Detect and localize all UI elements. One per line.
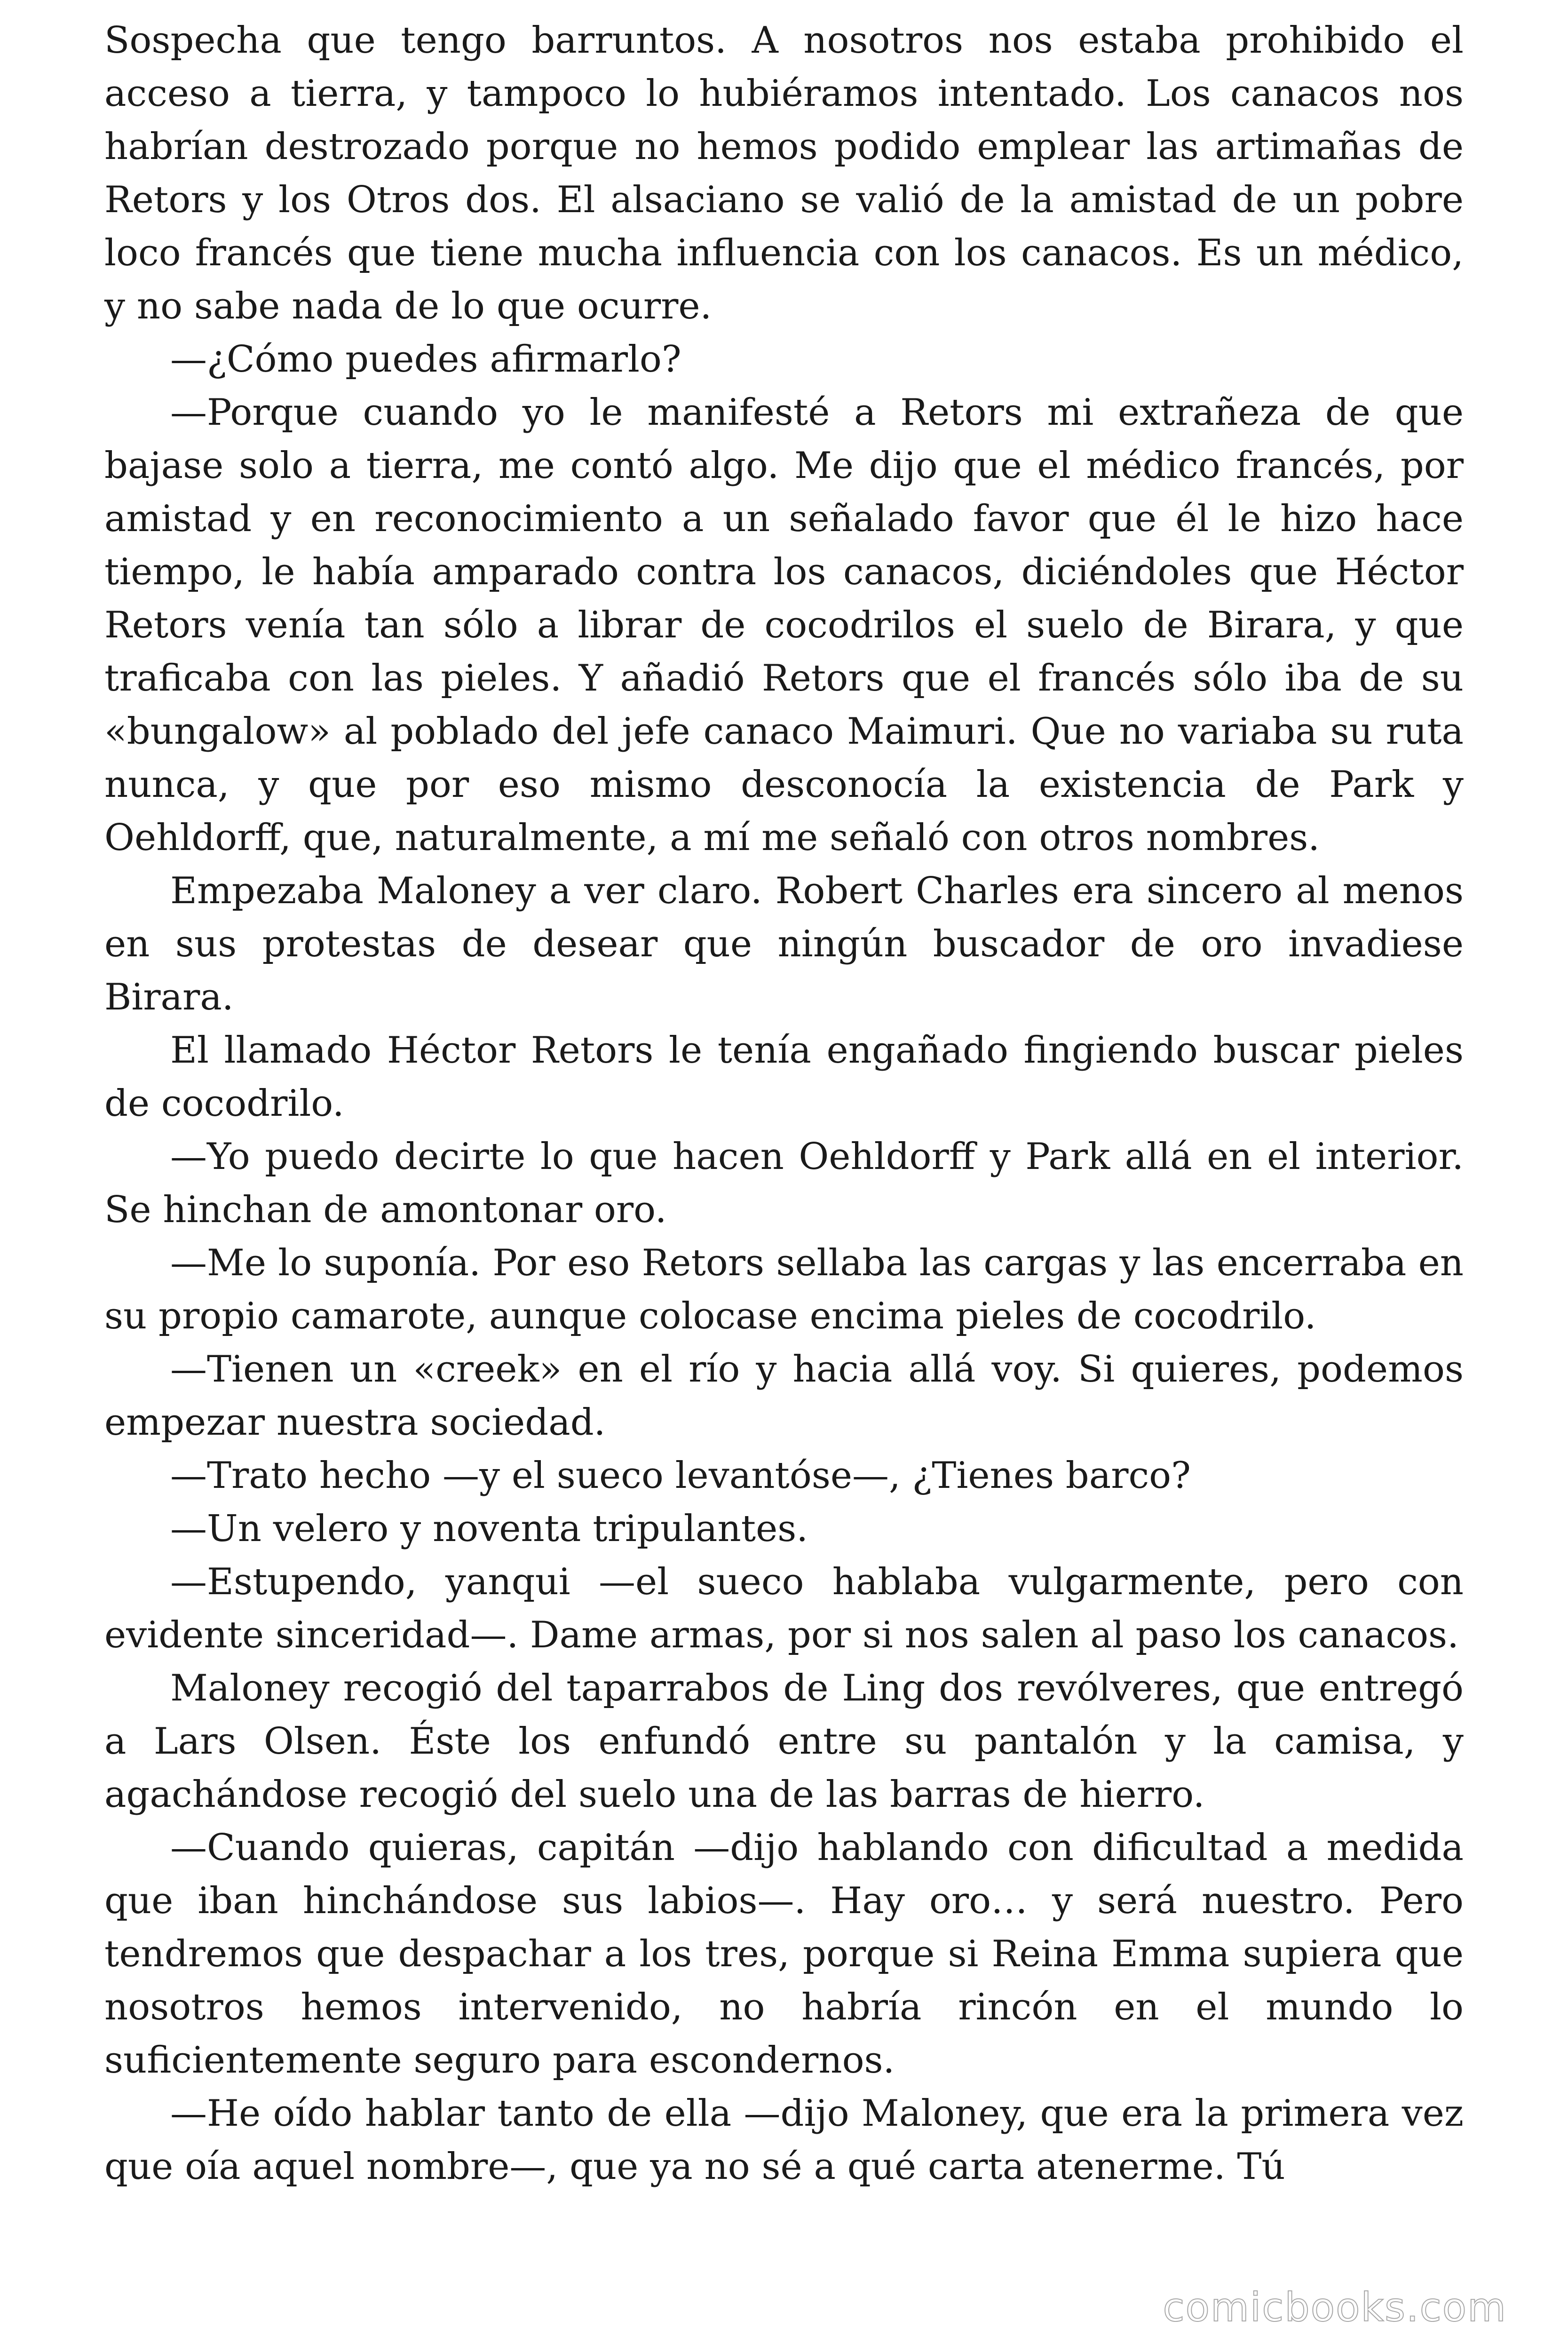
paragraph: —Me lo suponía. Por eso Retors sellaba las cargas y las encerraba en su propio camarote, aunque colocase encima pieles de cocodrilo. xyxy=(104,1242,1464,1337)
paragraph: —Estupendo, yanqui —el sueco hablaba vulgarmente, pero con evidente sinceridad—. Dame armas, por si nos salen al paso los canacos. xyxy=(104,1561,1464,1656)
paragraph: Maloney recogió del taparrabos de Ling dos revólveres, que entregó a Lars Olsen. Éste los enfundó entre su pantalón y la camisa, y agachándose recogió del suelo una de las barras de hierro. xyxy=(104,1667,1464,1816)
paragraph: —He oído hablar tanto de ella —dijo Maloney, que era la primera vez que oía aquel nombre—, que ya no sé a qué carta atenerme. Tú xyxy=(104,2092,1464,2188)
paragraph: El llamado Héctor Retors le tenía engañado fingiendo buscar pieles de cocodrilo. xyxy=(104,1029,1464,1125)
paragraph: —Trato hecho —y el sueco levantóse—, ¿Tienes barco? xyxy=(170,1454,1191,1497)
paragraph: Sospecha que tengo barruntos. A nosotros nos estaba prohibido el acceso a tierra, y tampoco lo hubiéramos intentado. Los canacos nos habrían destrozado porque no hemos podido emplear las artimañas de Retors y los Otros dos. El alsaciano se valió de la amistad de un pobre loco francés que tiene mucha influencia con los canacos. Es un médico, y no sabe nada de lo que ocurre. xyxy=(104,19,1464,327)
paragraph: —Tienen un «creek» en el río y hacia allá voy. Si quieres, podemos empezar nuestra sociedad. xyxy=(104,1348,1464,1444)
paragraph: —Cuando quieras, capitán —dijo hablando con dificultad a medida que iban hinchándose sus labios—. Hay oro… y será nuestro. Pero tendremos que despachar a los tres, porque si Reina Emma supiera que nosotros hemos intervenido, no habría rincón en el mundo lo suficientemente seguro para escondernos. xyxy=(104,1827,1464,2082)
page-body-text xyxy=(104,14,1464,2193)
paragraph: —Un velero y noventa tripulantes. xyxy=(170,1508,808,1550)
paragraph: —Porque cuando yo le manifesté a Retors mi extrañeza de que bajase solo a tierra, me contó algo. Me dijo que el médico francés, por amistad y en reconocimiento a un señalado favor que él le hizo hace tiempo, le había amparado contra los canacos, diciéndoles que Héctor Retors venía tan sólo a librar de cocodrilos el suelo de Birara, y que traficaba con las pieles. Y añadió Retors que el francés sólo iba de su «bungalow» al poblado del jefe canaco Maimuri. Que no variaba su ruta nunca, y que por eso mismo desconocía la existencia de Park y Oehldorff, que, naturalmente, a mí me señaló con otros nombres. xyxy=(104,391,1464,859)
paragraph: Empezaba Maloney a ver claro. Robert Charles era sincero al menos en sus protestas de desear que ningún buscador de oro invadiese Birara. xyxy=(104,870,1464,1018)
paragraph: —Yo puedo decirte lo que hacen Oehldorff y Park allá en el interior. Se hinchan de amontonar oro. xyxy=(104,1136,1464,1231)
watermark: comicbooks.com xyxy=(1163,2284,1507,2330)
paragraph: —¿Cómo puedes afirmarlo? xyxy=(170,338,681,381)
